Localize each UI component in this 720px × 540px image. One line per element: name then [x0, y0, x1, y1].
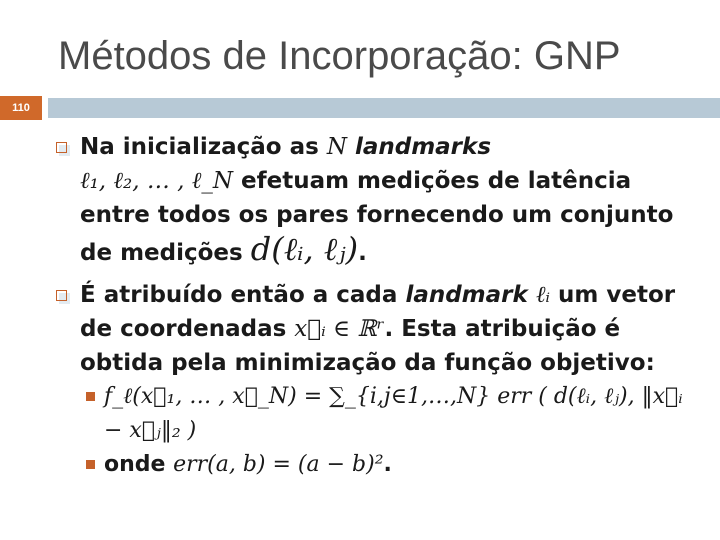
slide-content — [56, 130, 696, 482]
math-landmark-i: ℓᵢ — [535, 282, 551, 308]
slide-title: Métodos de Incorporação: GNP — [58, 34, 621, 78]
sub-bullet-text: onde — [104, 452, 174, 477]
math-landmark-list: ℓ₁, ℓ₂, … , ℓ_N — [80, 168, 233, 194]
bullet-text: . — [358, 240, 367, 266]
sub-bullet-text: . — [383, 452, 392, 477]
landmark-italic: landmark — [405, 282, 528, 308]
objective-function: f_ℓ(x⃗₁, … , x⃗_N) = ∑_{i,j∈1,…,N} err ( d(ℓᵢ, ℓⱼ), ‖x⃗ᵢ − x⃗ⱼ‖₂ ) — [104, 384, 683, 443]
error-function: err(a, b) = (a − b)² — [173, 452, 384, 477]
bullet-item — [56, 278, 696, 380]
math-vector: x⃗ᵢ ∈ ℝʳ — [294, 316, 385, 342]
square-bullet-icon — [56, 290, 67, 301]
bullet-item — [56, 130, 696, 270]
math-n: N — [326, 134, 347, 160]
slide-number: 110 — [0, 96, 42, 120]
square-sub-bullet-icon — [86, 392, 95, 401]
bullet-text: Na inicialização as — [80, 134, 327, 160]
square-bullet-icon — [56, 142, 67, 153]
bullet-text: É atribuído então a cada — [80, 282, 406, 308]
bullet-text: . Esta atribuição é obtida pela minimização da função objetivo: — [80, 316, 655, 376]
bullet-text: um vetor de coordenadas — [80, 282, 676, 342]
sub-bullet-item — [86, 448, 696, 482]
math-distance: d(ℓᵢ, ℓⱼ) — [250, 230, 359, 268]
landmarks-italic: landmarks — [354, 134, 492, 160]
sub-bullet-item — [86, 380, 696, 448]
bullet-text: efetuam medições de latência entre todos os pares fornecendo um conjunto de medições — [80, 168, 674, 266]
title-rule — [48, 98, 720, 118]
square-sub-bullet-icon — [86, 460, 95, 469]
